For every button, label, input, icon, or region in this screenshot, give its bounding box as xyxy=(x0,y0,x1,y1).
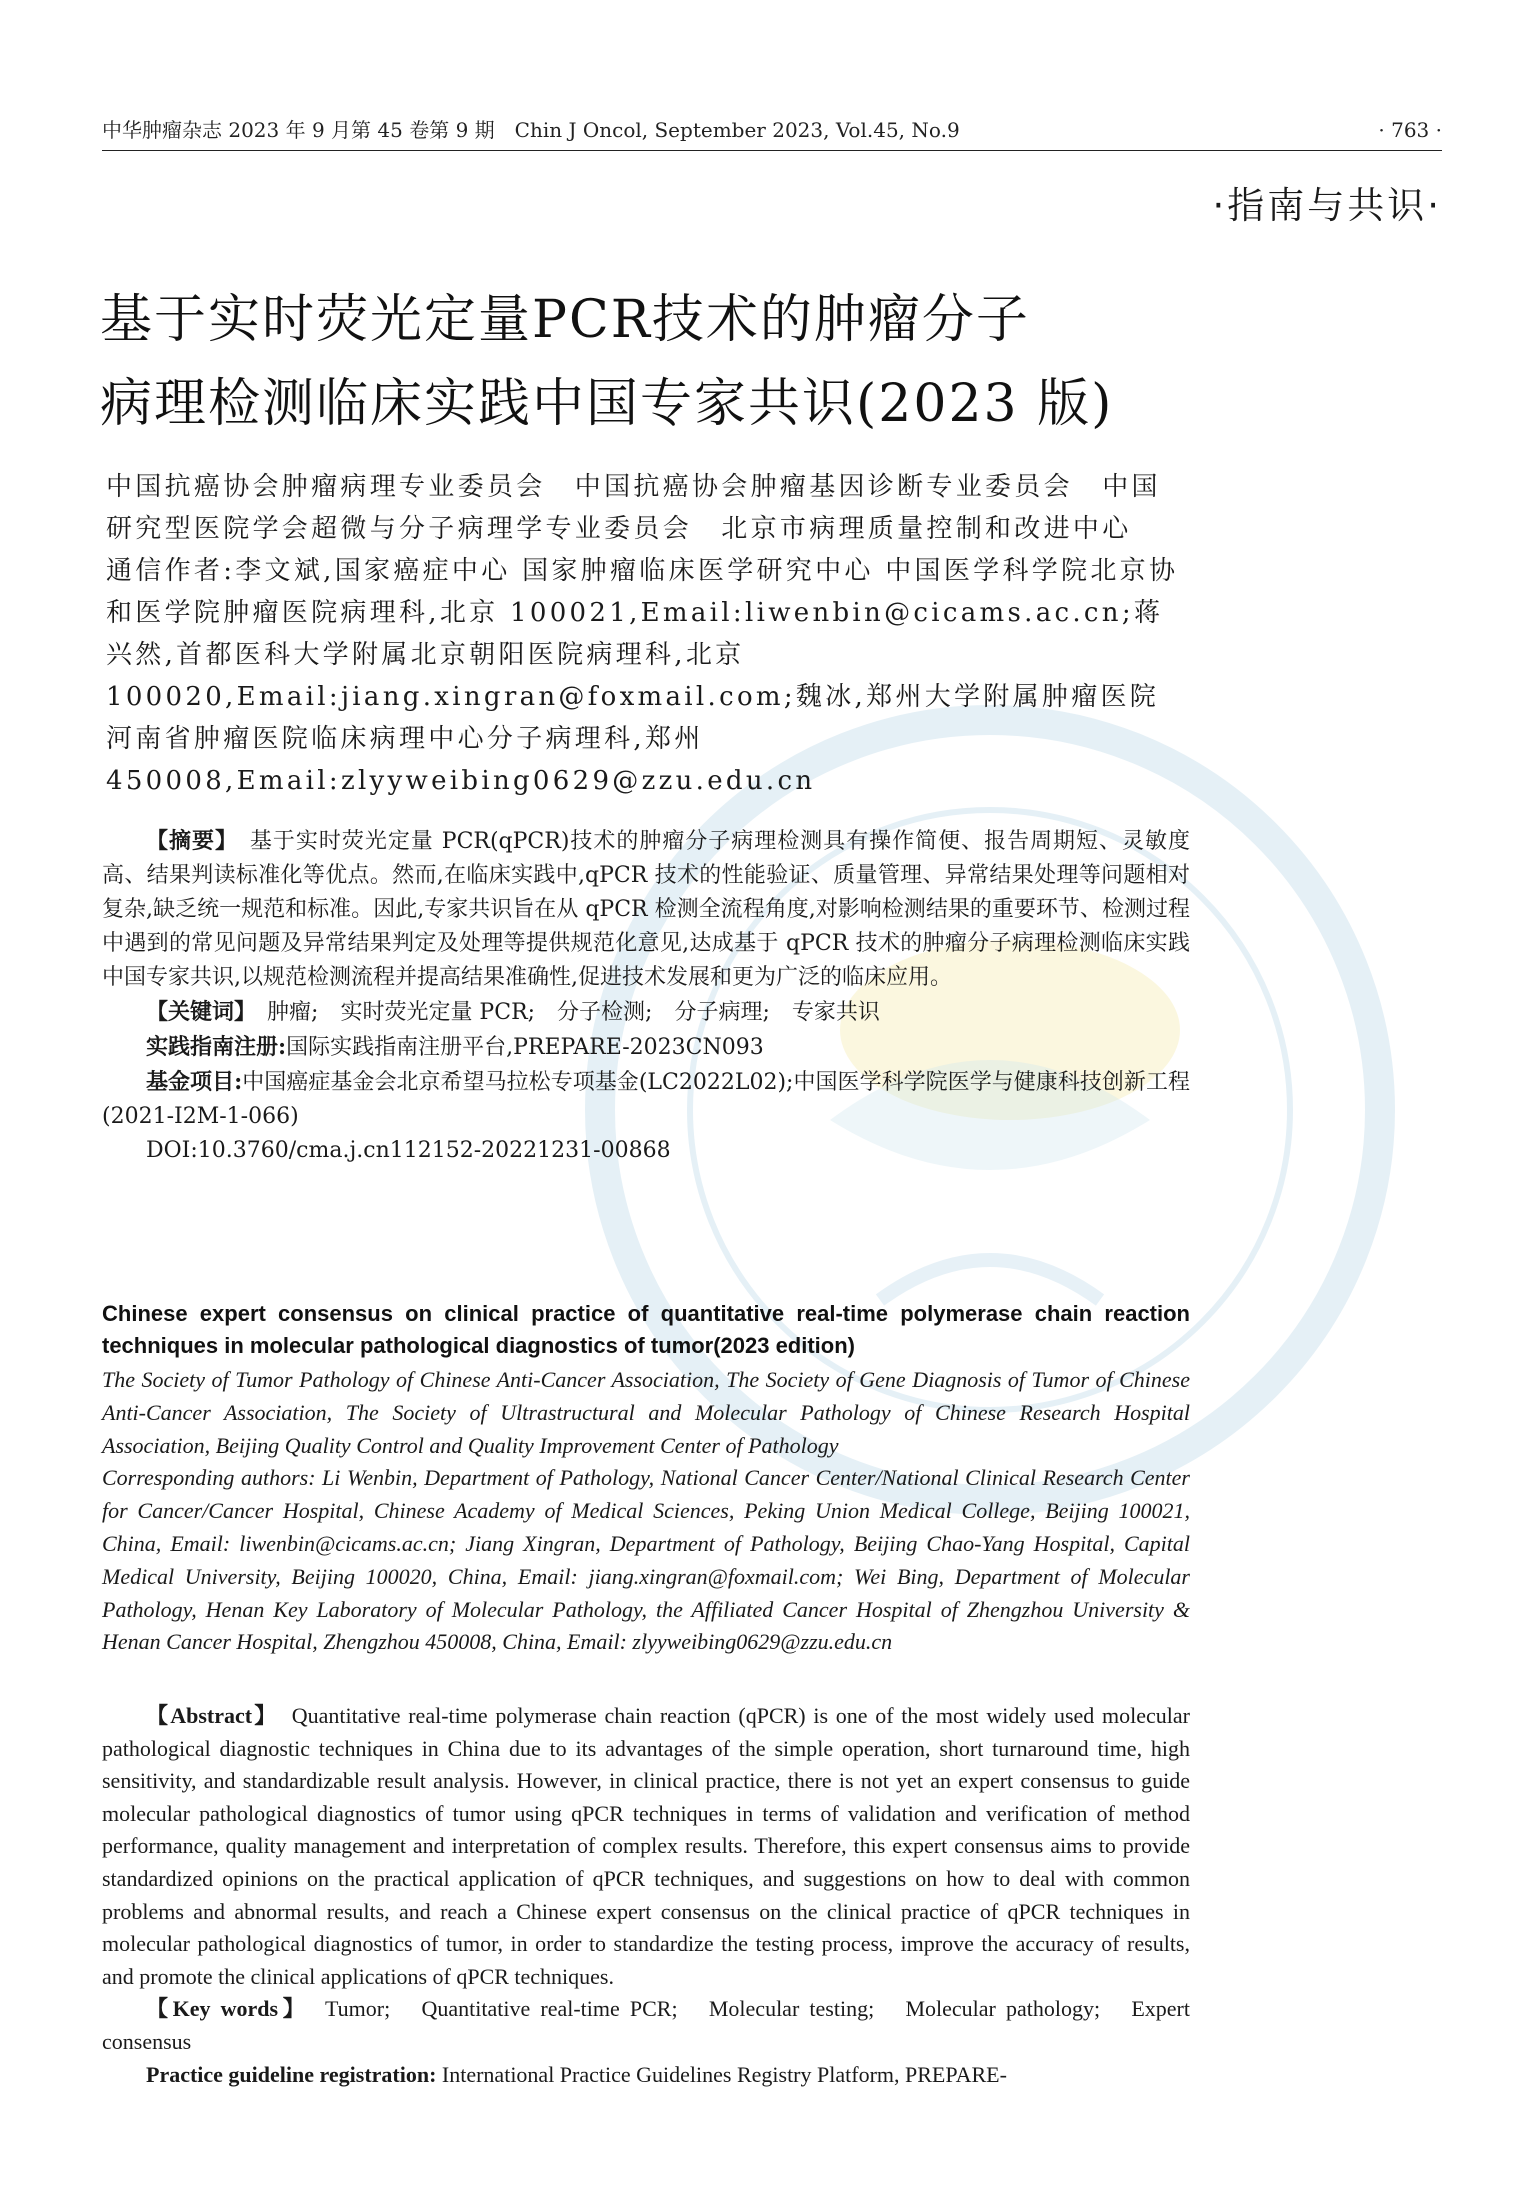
cn-registration-label: 实践指南注册: xyxy=(146,1034,287,1060)
cn-funding-label: 基金项目: xyxy=(146,1069,243,1095)
en-abstract-paragraph xyxy=(102,1700,1190,1993)
english-title: Chinese expert consensus on clinical practice of quantitative real-time polymerase chain reaction techniques in molecular pathological diagnostics of tumor(2023 edition) xyxy=(102,1301,1190,1358)
journal-citation: 中华肿瘤杂志 2023 年 9 月第 45 卷第 9 期 Chin J Oncol, September 2023, Vol.45, No.9 xyxy=(102,118,960,142)
en-keywords-text: Tumor; Quantitative real-time PCR; Molecular testing; Molecular pathology; Expert consensus xyxy=(102,1996,1190,2054)
article-title-line-1: 基于实时荧光定量PCR技术的肿瘤分子 xyxy=(100,290,1030,350)
running-head xyxy=(102,114,1442,146)
author-block xyxy=(106,466,1188,802)
cn-keywords-label: 【关键词】 xyxy=(146,999,246,1025)
cn-abstract-paragraph xyxy=(102,824,1190,995)
english-abstract xyxy=(102,1700,1190,2091)
en-abstract-label: 【Abstract】 xyxy=(146,1703,268,1728)
cn-abstract-label: 【摘要】 xyxy=(146,828,227,854)
en-registration-text: International Practice Guidelines Registry Platform, PREPARE- xyxy=(441,2061,1007,2087)
page-number: · 763 · xyxy=(1378,118,1442,142)
committee-list: 中国抗癌协会肿瘤病理专业委员会 中国抗癌协会肿瘤基因诊断专业委员会 中国研究型医院学会超微与分子病理学专业委员会 北京市病理质量控制和改进中心 xyxy=(106,472,1161,544)
english-corresponding-authors: Corresponding authors: Li Wenbin, Department of Pathology, National Cancer Center/National Clinical Research Center for Cancer/Cancer Hospital, Chinese Academy of Medical Sciences, Peking Union Medical College, Beijing 100021, China, Email: liwenbin@cicams.ac.cn; Jiang Xingran, Department of Pathology, Beijing Chao-Yang Hospital, Capital Medical University, Beijing 100020, China, Email: jiang.xingran@foxmail.com; Wei Bing, Department of Molecular Pathology, Henan Key Laboratory of Molecular Pathology, the Affiliated Cancer Hospital of Zhengzhou University & Henan Cancer Hospital, Zhengzhou 450008, China, Email: zlyyweibing0629@zzu.edu.cn xyxy=(102,1465,1190,1655)
cn-doi: DOI:10.3760/cma.j.cn112152-20221231-00868 xyxy=(146,1138,671,1163)
cn-registration-text: 国际实践指南注册平台,PREPARE-2023CN093 xyxy=(286,1035,764,1060)
en-registration-label: Practice guideline registration: xyxy=(146,2061,437,2087)
english-affiliations xyxy=(102,1364,1190,1659)
corresponding-authors: 通信作者:李文斌,国家癌症中心 国家肿瘤临床医学研究中心 中国医学科学院北京协和医学院肿瘤医院病理科,北京 100021,Email:liwenbin@cicams.ac.cn;蒋兴然,首都医科大学附属北京朝阳医院病理科,北京 100020,Email:jiang.xingran@foxmail.com;魏冰,郑州大学附属肿瘤医院 河南省肿瘤医院临床病理中心分子病理科,郑州 450008,Email:zlyyweibing0629@zzu.edu.cn xyxy=(106,556,1179,796)
article-title xyxy=(100,278,1400,446)
en-keywords-label: 【Key words】 xyxy=(146,1996,299,2022)
cn-registration xyxy=(102,1030,1190,1065)
en-keywords xyxy=(102,1993,1190,2058)
en-abstract-text: Quantitative real-time polymerase chain reaction (qPCR) is one of the most widely used molecular pathological diagnostic techniques in China due to its advantages of the simple operation, short turnaround time, high sensitivity, and standardizable result analysis. However, in clinical practice, there is not yet an expert consensus to guide molecular pathological diagnostics of tumor using qPCR techniques in terms of validation and verification of method performance, quality management and interpretation of complex results. Therefore, this expert consensus aims to provide standardized opinions on the practical application of qPCR techniques, and suggestions on how to deal with common problems and abnormal results, and reach a Chinese expert consensus on the clinical practice of qPCR techniques in molecular pathological diagnostics of tumor, in order to standardize the testing process, improve the accuracy of results, and promote the clinical applications of qPCR techniques. xyxy=(102,1703,1190,1989)
article-title-line-2: 病理检测临床实践中国专家共识(2023 版) xyxy=(100,374,1114,434)
en-registration xyxy=(102,2059,1190,2092)
section-label: ·指南与共识· xyxy=(1212,184,1442,227)
cn-keywords xyxy=(102,995,1190,1030)
cn-funding xyxy=(102,1065,1190,1134)
cn-funding-text: 中国癌症基金会北京希望马拉松专项基金(LC2022L02);中国医学科学院医学与健康科技创新工程(2021-I2M-1-066) xyxy=(102,1070,1190,1129)
cn-keywords-text: 肿瘤; 实时荧光定量 PCR; 分子检测; 分子病理; 专家共识 xyxy=(267,1000,880,1025)
cn-abstract-text: 基于实时荧光定量 PCR(qPCR)技术的肿瘤分子病理检测具有操作简便、报告周期短、灵敏度高、结果判读标准化等优点。然而,在临床实践中,qPCR 技术的性能验证、质量管理、异常结果处理等问题相对复杂,缺乏统一规范和标准。因此,专家共识旨在从 qPCR 检测全流程角度,对影响检测结果的重要环节、检测过程中遇到的常见问题及异常结果判定及处理等提供规范化意见,达成基于 qPCR 技术的肿瘤分子病理检测临床实践中国专家共识,以规范检测流程并提高结果准确性,促进技术发展和更为广泛的临床应用。 xyxy=(102,829,1190,990)
header-divider xyxy=(102,150,1442,151)
english-society-list: The Society of Tumor Pathology of Chinese Anti-Cancer Association, The Society of Gene Diagnosis of Tumor of Chinese Anti-Cancer Association, The Society of Ultrastructural and Molecular Pathology of Chinese Research Hospital Association, Beijing Quality Control and Quality Improvement Center of Pathology xyxy=(102,1367,1190,1458)
chinese-abstract xyxy=(102,824,1190,1168)
